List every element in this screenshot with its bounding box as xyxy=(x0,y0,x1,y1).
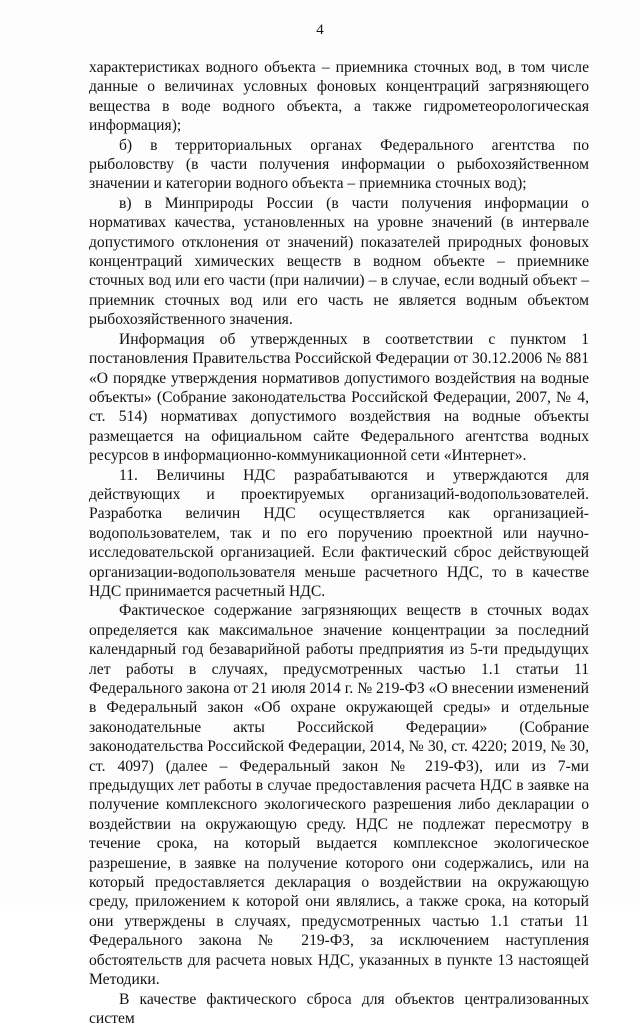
paragraph-item-b: б) в территориальных органах Федерального агентства по рыболовству (в части получения информации о рыбохозяйственном значении и категории водного объекта – приемника сточных вод); xyxy=(89,136,589,194)
paragraph-actual-discharge: В качестве фактического сброса для объектов централизованных систем xyxy=(89,990,589,1028)
paragraph-section-11: 11. Величины НДС разрабатываются и утверждаются для действующих и проектируемых организаций-водопользователей. Разработка величин НДС осуществляется как организацией-водопользователем, так и по его поручению проектной или научно-исследовательской организацией. Если фактический сброс действующей организации-водопользователя меньше расчетного НДС, то в качестве НДС принимается расчетный НДС. xyxy=(89,466,589,602)
paragraph-item-v: в) в Минприроды России (в части получения информации о нормативах качества, установленных на уровне значений (в интервале допустимого отклонения от значений) показателей природных фоновых концентраций химических веществ в водном объекте – приемнике сточных вод или его части (при наличии) – в случае, если водный объект – приемник сточных вод или его часть не является водным объектом рыбохозяйственного значения. xyxy=(89,194,589,330)
paragraph-actual-content: Фактическое содержание загрязняющих веществ в сточных водах определяется как максимальное значение концентрации за последний календарный год безаварийной работы предприятия из 5-ти предыдущих лет работы в случаях, предусмотренных частью 1.1 статьи 11 Федерального закона от 21 июля 2014 г. № 219-ФЗ «О внесении изменений в Федеральный закон «Об охране окружающей среды» и отдельные законодательные акты Российской Федерации» (Собрание законодательства Российской Федерации, 2014, № 30, ст. 4220; 2019, № 30, ст. 4097) (далее – Федеральный закон № 219-ФЗ), или из 7-ми предыдущих лет работы в случае предоставления расчета НДС в заявке на получение комплексного экологического разрешения либо декларации о воздействии на окружающую среду. НДС не подлежат пересмотру в течение срока, на который выдается комплексное экологическое разрешение, в заявке на получение которого они содержались, или на который предоставляется декларация о воздействии на окружающую среду, приложением к которой они являлись, а также срока, на который они утверждены в случаях, предусмотренных частью 1.1 статьи 11 Федерального закона № 219-ФЗ, за исключением наступления обстоятельств для расчета новых НДС, указанных в пункте 13 настоящей Методики. xyxy=(89,601,589,989)
page-number: 4 xyxy=(0,22,640,39)
document-body xyxy=(89,58,589,1028)
paragraph-information: Информация об утвержденных в соответствии с пунктом 1 постановления Правительства Российской Федерации от 30.12.2006 № 881 «О порядке утверждения нормативов допустимого воздействия на водные объекты» (Собрание законодательства Российской Федерации, 2007, № 4, ст. 514) нормативах допустимого воздействия на водные объекты размещается на официальном сайте Федерального агентства водных ресурсов в информационно-коммуникационной сети «Интернет». xyxy=(89,330,589,466)
paragraph-continuation: характеристиках водного объекта – приемника сточных вод, в том числе данные о величинах условных фоновых концентраций загрязняющего вещества в воде водного объекта, а также гидрометеорологическая информация); xyxy=(89,58,589,136)
